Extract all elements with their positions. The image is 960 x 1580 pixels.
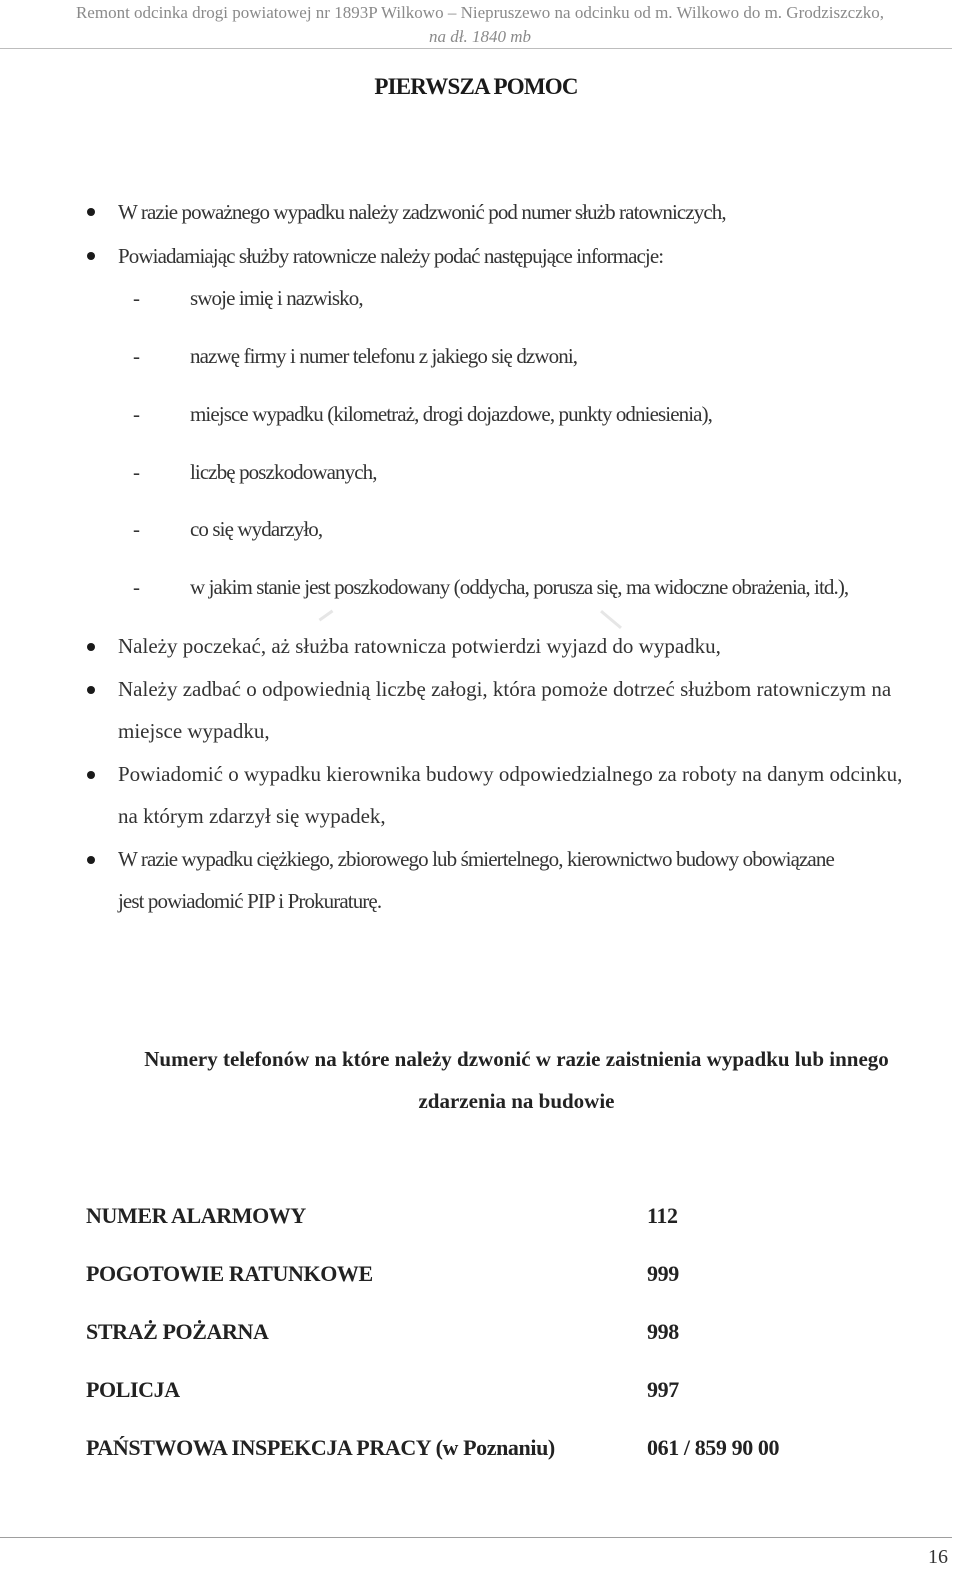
dash-marker: - [133,517,140,541]
bullet-item-serious-accident-line-2: jest powiadomić PIP i Prokuraturę. [118,889,382,913]
bullet-icon [87,856,95,864]
dash-item-name: swoje imię i nazwisko, [190,286,363,310]
dash-item-what-happened: co się wydarzyło, [190,517,323,541]
bullet-icon [87,686,95,694]
dash-marker: - [133,344,140,368]
phones-section-title-line-1: Numery telefonów na które należy dzwonić w razie zaistnienia wypadku lub innego [144,1047,889,1071]
watermark-mark [600,610,622,629]
running-header [0,0,960,49]
header-line-1: Remont odcinka drogi powiatowej nr 1893P Wilkowo – Niepruszewo na odcinku od m. Wilkowo do m. Grodziszczko, [75,3,885,22]
contact-number-police: 997 [647,1377,679,1402]
bullet-item-report-info: Powiadamiając służby ratownicze należy podać następujące informacje: [118,244,664,268]
contact-name-fire-brigade: STRAŻ POŻARNA [86,1319,269,1344]
dash-item-victim-state: w jakim stanie jest poszkodowany (oddycha, porusza się, ma widoczne obrażenia, itd.), [190,575,849,599]
contact-number-alarm: 112 [647,1203,678,1228]
bullet-icon [87,643,95,651]
dash-item-location: miejsce wypadku (kilometraż, drogi dojazdowe, punkty odniesienia), [190,402,713,426]
bullet-icon [87,208,95,216]
contact-name-alarm: NUMER ALARMOWY [86,1203,306,1228]
header-divider [0,48,952,49]
dash-item-casualties: liczbę poszkodowanych, [190,460,377,484]
bullet-item-notify-manager-line-2: na którym zdarzył się wypadek, [118,804,386,828]
bullet-item-emergency-call: W razie poważnego wypadku należy zadzwonić pod numer służb ratowniczych, [118,200,726,224]
contact-number-labour-inspection: 061 / 859 90 00 [647,1435,780,1460]
bullet-icon [87,252,95,260]
bullet-item-crew-line-1: Należy zadbać o odpowiednią liczbę załogi, która pomoże dotrzeć służbom ratowniczym na [118,677,892,701]
contact-number-ambulance: 999 [647,1261,679,1286]
header-line-2: na dł. 1840 mb [429,27,531,46]
dash-marker: - [133,286,140,310]
bullet-item-notify-manager-line-1: Powiadomić o wypadku kierownika budowy odpowiedzialnego za roboty na danym odcinku, [118,762,903,786]
bullet-icon [87,771,95,779]
dash-marker: - [133,402,140,426]
footer-divider [0,1537,952,1538]
contact-name-labour-inspection: PAŃSTWOWA INSPEKCJA PRACY (w Poznaniu) [86,1435,555,1460]
page-number: 16 [928,1546,948,1568]
bullet-item-crew-line-2: miejsce wypadku, [118,719,270,743]
dash-item-company-phone: nazwę firmy i numer telefonu z jakiego się dzwoni, [190,344,578,368]
contact-number-fire-brigade: 998 [647,1319,679,1344]
page-title: PIERWSZA POMOC [374,74,578,99]
contact-name-police: POLICJA [86,1377,180,1402]
dash-marker: - [133,460,140,484]
bullet-item-serious-accident-line-1: W razie wypadku ciężkiego, zbiorowego lub śmiertelnego, kierownictwo budowy obowiązane [118,847,834,871]
dash-marker: - [133,575,140,599]
bullet-item-wait-confirmation: Należy poczekać, aż służba ratownicza potwierdzi wyjazd do wypadku, [118,634,721,658]
contact-name-ambulance: POGOTOWIE RATUNKOWE [86,1261,373,1286]
phones-section-title-line-2: zdarzenia na budowie [418,1089,615,1113]
watermark-mark [319,610,334,622]
